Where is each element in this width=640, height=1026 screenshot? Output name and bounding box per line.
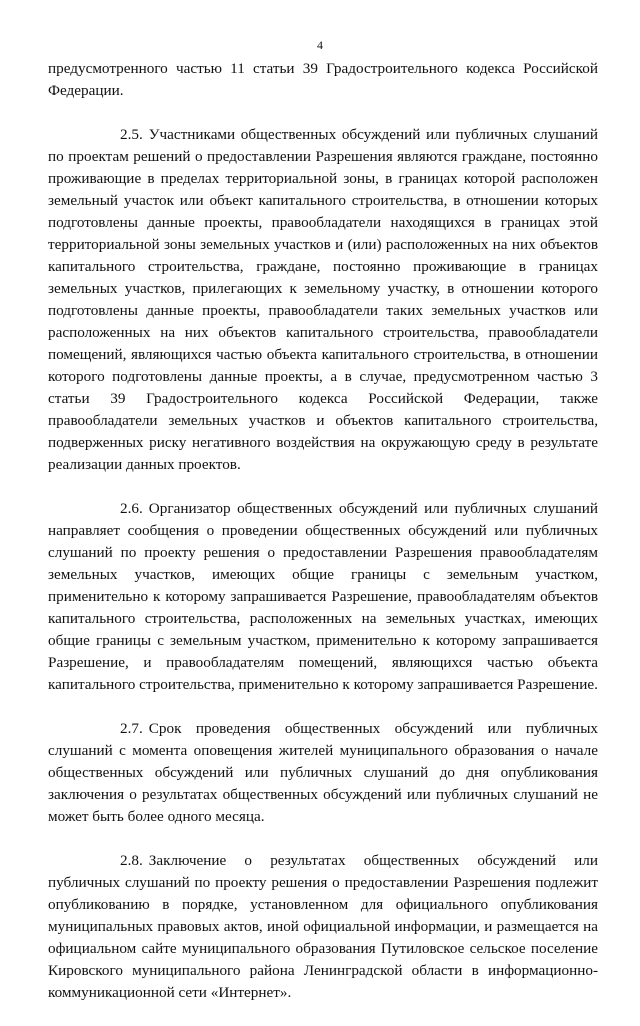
paragraph-2-8	[48, 850, 598, 1004]
paragraph-continuation	[48, 58, 598, 102]
paragraph-2-5	[48, 124, 598, 476]
paragraph-2-7	[48, 718, 598, 828]
paragraph-number: 2.6.	[120, 500, 143, 517]
document-body	[48, 58, 598, 1026]
paragraph-number: 2.8.	[120, 852, 143, 869]
paragraph-text: Срок проведения общественных обсуждений или публичных слушаний с момента оповещения жителей муниципального образования о начале общественных обсуждений или публичных слушаний до дня опубликования заключения о результатах общественных обсуждений или публичных слушаний не может быть более одного месяца.	[48, 720, 598, 825]
paragraph-text: Заключение о результатах общественных обсуждений или публичных слушаний по проекту решения о предоставлении Разрешения подлежит опубликованию в порядке, установленном для официального опубликования муниципальных правовых актов, иной официальной информации, и размещается на официальном сайте муниципального образования Путиловское сельское поселение Кировского муниципального района Ленинградской области в информационно-коммуникационной сети «Интернет».	[48, 852, 598, 1001]
page-number: 4	[317, 38, 323, 52]
paragraph-text: Организатор общественных обсуждений или публичных слушаний направляет сообщения о проведении общественных обсуждений или публичных слушаний по проекту решения о предоставлении Разрешения правообладателям земельных участков, имеющих общие границы с земельным участком, применительно к которому запрашивается Разрешение, правообладателям объектов капитального строительства, расположенных на земельных участках, имеющих общие границы с земельным участком, применительно к которому запрашивается Разрешение, и правообладателям помещений, являющихся частью объекта капитального строительства, применительно к которому запрашивается Разрешение.	[48, 500, 598, 693]
paragraph-number: 2.5.	[120, 126, 143, 143]
paragraph-text: Участниками общественных обсуждений или публичных слушаний по проектам решений о предоставлении Разрешения являются граждане, постоянно проживающие в пределах территориальной зоны, в границах которой расположен земельный участок или объект капитального строительства, в отношении которых подготовлены данные проекты, правообладатели находящихся в границах этой территориальной зоны земельных участков и (или) расположенных на них объектов капитального строительства, граждане, постоянно проживающие в границах земельных участков, прилегающих к земельному участку, в отношении которого подготовлены данные проекты, правообладатели таких земельных участков или расположенных на них объектов капитального строительства, правообладатели помещений, являющихся частью объекта капитального строительства, в отношении которого подготовлены данные проекты, а в случае, предусмотренном частью 3 статьи 39 Градостроительного кодекса Российской Федерации, также правообладатели земельных участков и объектов капитального строительства, подверженных риску негативного воздействия на окружающую среду в результате реализации данных проектов.	[48, 126, 598, 473]
paragraph-2-6	[48, 498, 598, 696]
paragraph-text: предусмотренного частью 11 статьи 39 Градостроительного кодекса Российской Федерации.	[48, 60, 598, 99]
paragraph-number: 2.7.	[120, 720, 143, 737]
